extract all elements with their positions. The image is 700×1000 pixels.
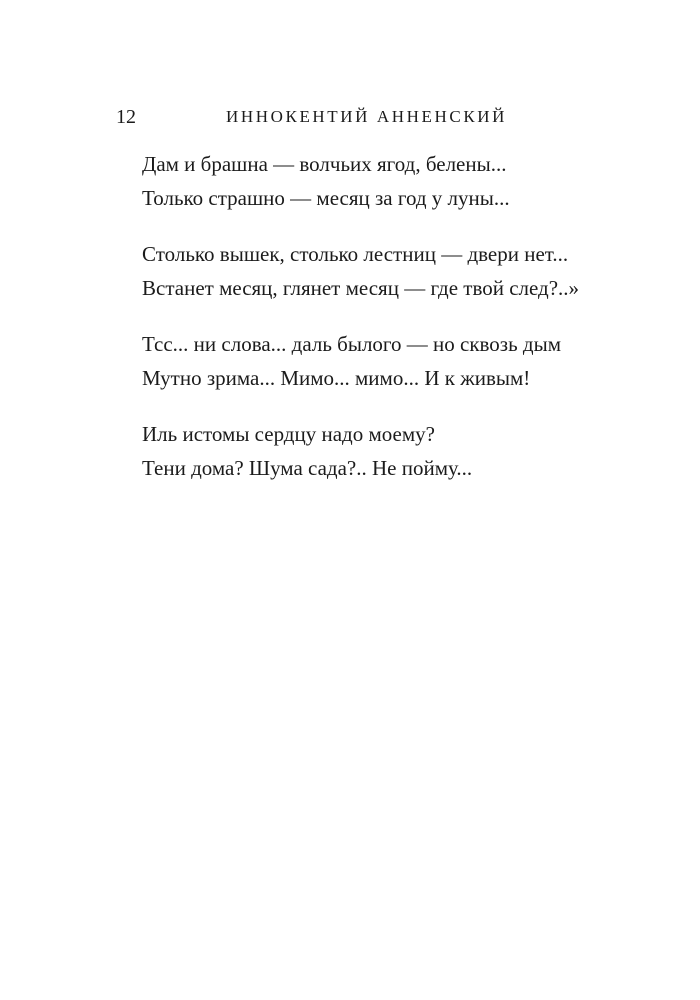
poem-line: Мутно зрима... Мимо... мимо... И к живым!: [142, 366, 531, 390]
poem-line: Столько вышек, столько лестниц — двери нет...: [142, 242, 569, 266]
poem-line: Иль истомы сердцу надо моему?: [142, 422, 435, 446]
running-head-author: ИННОКЕНТИЙ АННЕНСКИЙ: [226, 107, 508, 126]
stanza: [142, 237, 662, 305]
poem-body: [142, 147, 662, 507]
poem-line: Встанет месяц, глянет месяц — где твой след?..»: [142, 276, 580, 300]
stanza: [142, 327, 662, 395]
poem-line: Дам и брашна — волчьих ягод, белены...: [142, 152, 507, 176]
poem-line: Только страшно — месяц за год у луны...: [142, 186, 510, 210]
stanza: [142, 147, 662, 215]
poem-line: Тени дома? Шума сада?.. Не пойму...: [142, 456, 473, 480]
poem-line: Тсс... ни слова... даль былого — но сквозь дым: [142, 332, 562, 356]
page-header: [116, 104, 522, 130]
stanza: [142, 417, 662, 485]
page-number: 12: [116, 106, 136, 128]
